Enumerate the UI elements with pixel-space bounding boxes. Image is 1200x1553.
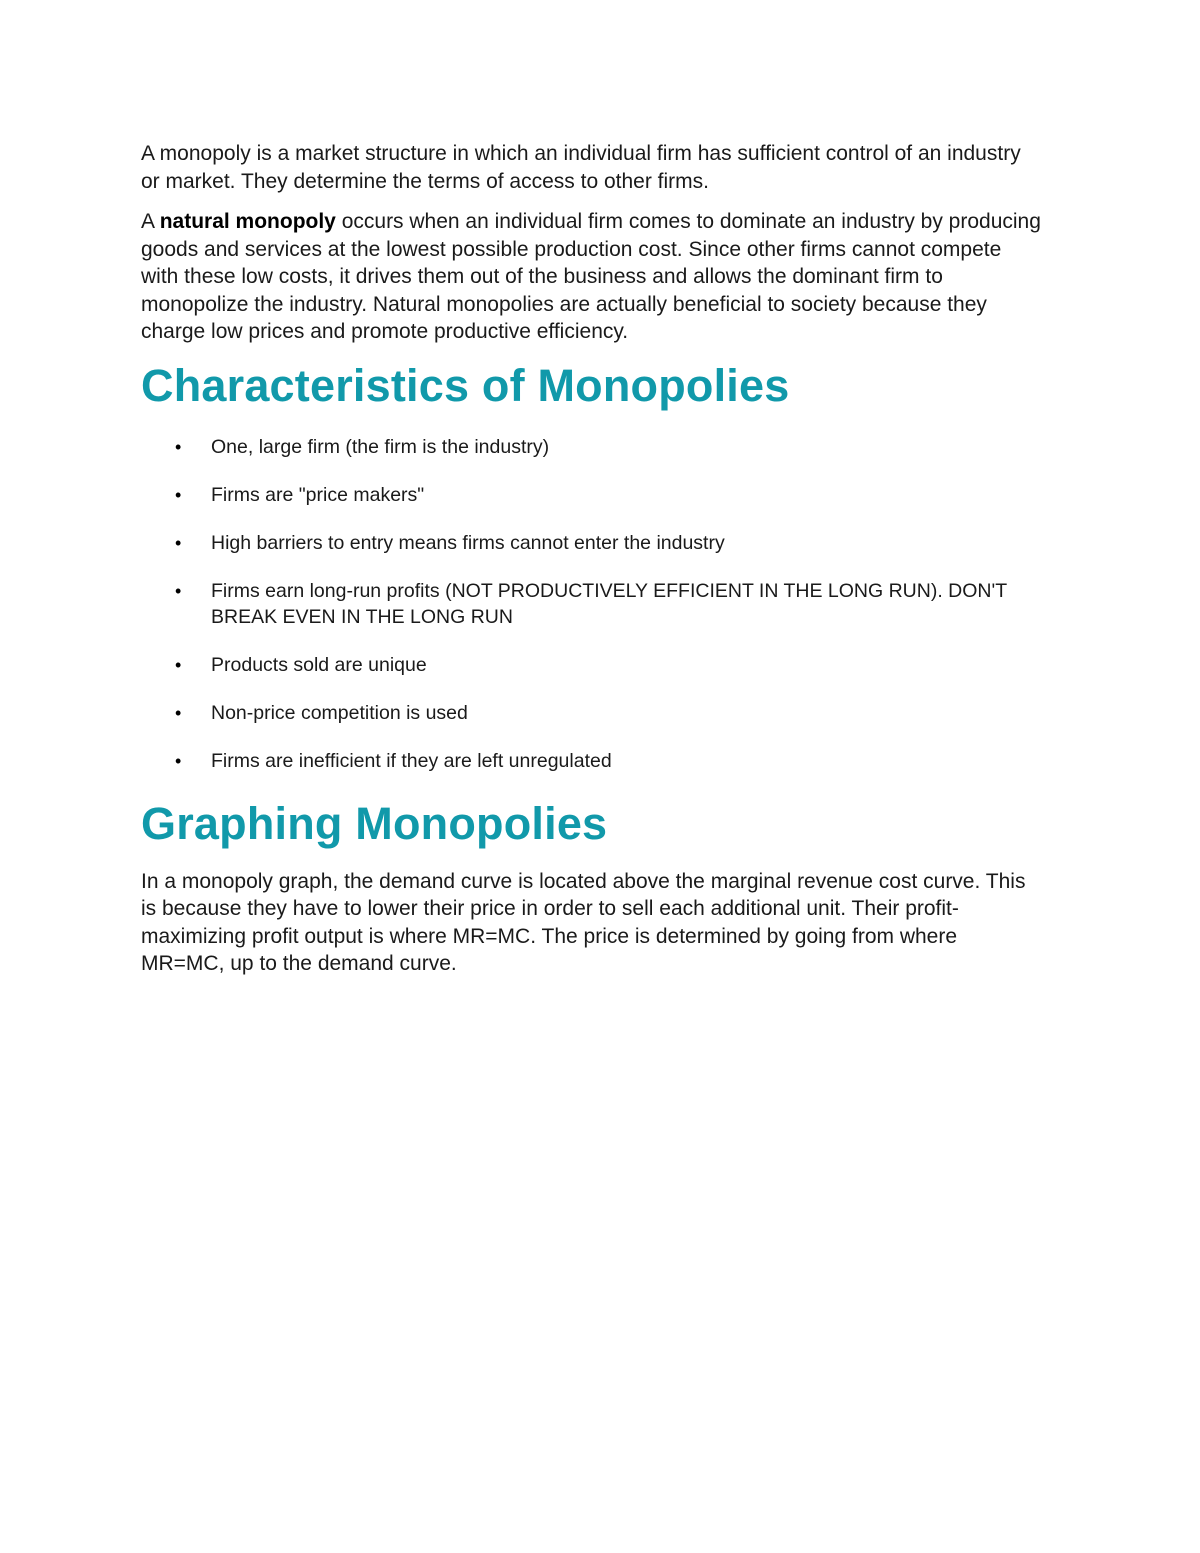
list-item: [141, 700, 1041, 726]
natural-rest: occurs when an individual firm comes to dominate an industry by producing goods and services at the lowest possible production cost. Since other firms cannot compete with these low costs, it drives them out of the business and allows the dominant firm to monopolize the industry. Natural monopolies are actually beneficial to society because they charge low prices and promote productive efficiency.: [141, 210, 1041, 343]
list-item: [141, 434, 1041, 460]
bullet-icon: •: [175, 702, 182, 723]
list-item-text: High barriers to entry means firms cannot enter the industry: [211, 531, 725, 554]
bullet-icon: •: [175, 532, 182, 553]
graphing-paragraph: In a monopoly graph, the demand curve is located above the marginal revenue cost curve. This is because they have to lower their price in order to sell each additional unit. Their profit-maximizing profit output is where MR=MC. The price is determined by going from where MR=MC, up to the demand curve.: [141, 869, 1026, 975]
list-item-text: Products sold are unique: [211, 653, 427, 676]
bullet-icon: •: [175, 484, 182, 505]
bullet-icon: •: [175, 654, 182, 675]
list-item-text: Firms earn long-run profits (NOT PRODUCTIVELY EFFICIENT IN THE LONG RUN). DON'T BREAK EVEN IN THE LONG RUN: [211, 579, 1007, 628]
list-item: [141, 652, 1041, 678]
list-item: [141, 530, 1041, 556]
natural-monopoly-paragraph: [141, 208, 1041, 346]
list-item: [141, 482, 1041, 508]
natural-monopoly-term: natural monopoly: [159, 210, 336, 233]
characteristics-list: [141, 434, 1041, 774]
natural-prefix: A: [141, 210, 160, 233]
characteristics-heading: Characteristics of Monopolies: [141, 359, 790, 411]
list-item: [141, 578, 1041, 630]
list-item-text: One, large firm (the firm is the industry): [211, 435, 550, 458]
list-item-text: Firms are "price makers": [211, 483, 425, 506]
list-item: [141, 748, 1041, 774]
list-item-text: Non-price competition is used: [211, 701, 468, 724]
bullet-icon: •: [175, 750, 182, 771]
intro-paragraph: A monopoly is a market structure in which an individual firm has sufficient control of an industry or market. They determine the terms of access to other firms.: [141, 142, 1021, 193]
graphing-heading: Graphing Monopolies: [141, 797, 608, 849]
bullet-icon: •: [175, 580, 182, 601]
bullet-icon: •: [175, 436, 182, 457]
document-page: [141, 140, 1041, 978]
list-item-text: Firms are inefficient if they are left unregulated: [211, 749, 612, 772]
